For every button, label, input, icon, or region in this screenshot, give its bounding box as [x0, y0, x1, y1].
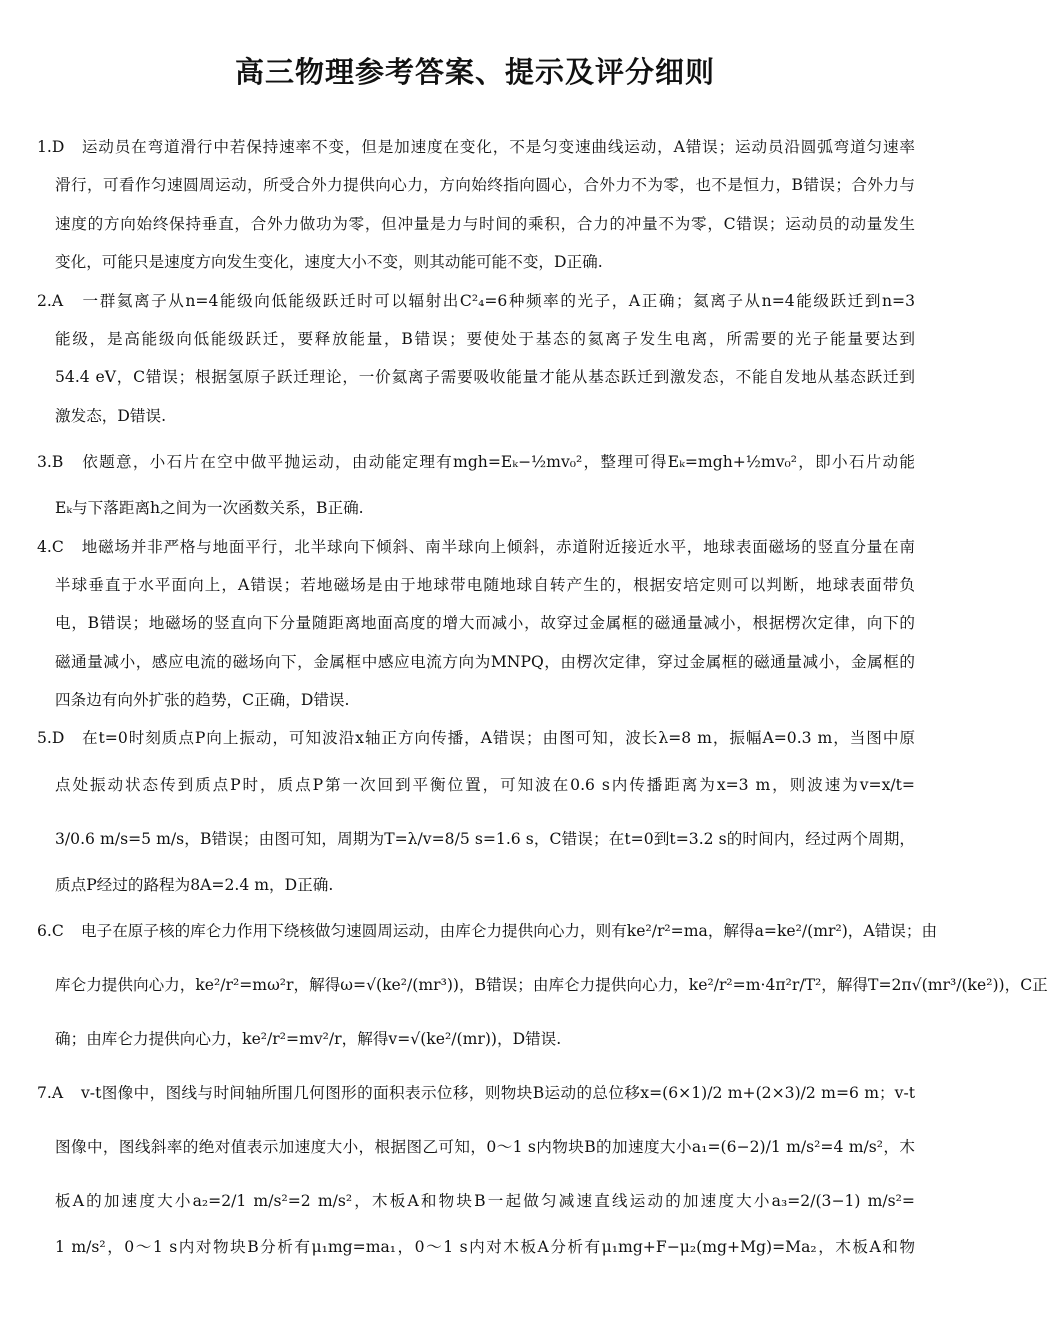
question-number: 6.C — [37, 922, 64, 941]
answer-line: 电，B错误；地磁场的竖直向下分量随距离地面高度的增大而减小，故穿过金属框的磁通量减小，根据楞次定律，向下的 — [55, 614, 915, 633]
question-number: 3.B — [37, 453, 64, 472]
answer-line: 激发态，D错误. — [55, 406, 167, 425]
answer-line: 在t=0时刻质点P向上振动，可知波沿x轴正方向传播，A错误；由图可知，波长λ=8 m，振幅A=0.3 m，当图中原 — [81, 729, 915, 748]
answer-line: 3/0.6 m/s=5 m/s，B错误；由图可知，周期为T=λ/v=8/5 s=1.6 s，C错误；在t=0到t=3.2 s的时间内，经过两个周期， — [55, 829, 915, 848]
answer-line: v-t图像中，图线与时间轴所围几何图形的面积表示位移，则物块B运动的总位移x=(6×1)/2 m+(2×3)/2 m=6 m；v-t — [81, 1084, 915, 1103]
answer-line: 依题意，小石片在空中做平抛运动，由动能定理有mgh=Eₖ−½mv₀²，整理可得Eₖ=mgh+½mv₀²，即小石片动能 — [81, 453, 915, 472]
question-3 — [37, 435, 915, 527]
answer-line: 能级，是高能级向低能级跃迁，要释放能量，B错误；要使处于基态的氦离子发生电离，所需要的光子能量要达到 — [55, 329, 915, 348]
answer-line: 确；由库仑力提供向心力，ke²/r²=mv²/r，解得v=√(ke²/(mr))，D错误. — [55, 1030, 562, 1049]
question-2 — [37, 282, 915, 436]
answer-line: 质点P经过的路程为8A=2.4 m，D正确. — [55, 875, 334, 894]
question-number: 4.C — [37, 537, 64, 556]
answer-line: 四条边有向外扩张的趋势，C正确，D错误. — [55, 691, 350, 710]
answer-list — [37, 128, 1048, 1267]
answer-line: 半球垂直于水平面向上，A错误；若地磁场是由于地球带电随地球自转产生的，根据安培定则可以判断，地球表面带负 — [55, 575, 915, 594]
answer-line: 地磁场并非严格与地面平行，北半球向下倾斜、南半球向上倾斜，赤道附近接近水平，地球表面磁场的竖直分量在南 — [81, 537, 915, 556]
answer-line: 图像中，图线斜率的绝对值表示加速度大小，根据图乙可知，0～1 s内物块B的加速度大小a₁=(6−2)/1 m/s²=4 m/s²，木 — [55, 1138, 915, 1157]
answer-line: 点处振动状态传到质点P时，质点P第一次回到平衡位置，可知波在0.6 s内传播距离为x=3 m，则波速为v=x/t= — [55, 775, 915, 794]
answer-line: Eₖ与下落距离h之间为一次函数关系，B正确. — [55, 499, 364, 518]
question-number: 5.D — [37, 729, 65, 748]
answer-line: 速度的方向始终保持垂直，合外力做功为零，但冲量是力与时间的乘积，合力的冲量不为零，C错误；运动员的动量发生 — [55, 214, 915, 233]
answer-line: 库仑力提供向心力，ke²/r²=mω²r，解得ω=√(ke²/(mr³))，B错误；由库仑力提供向心力，ke²/r²=m·4π²r/T²，解得T=2π√(mr³/(ke²))，C正 — [55, 976, 1048, 995]
question-number: 7.A — [37, 1084, 64, 1103]
question-number: 2.A — [37, 291, 64, 310]
answer-line: 板A的加速度大小a₂=2/1 m/s²=2 m/s²，木板A和物块B一起做匀减速直线运动的加速度大小a₃=2/(3−1) m/s²= — [55, 1192, 915, 1211]
answer-line: 滑行，可看作匀速圆周运动，所受合外力提供向心力，方向始终指向圆心，合外力不为零，也不是恒力，B错误；合外力与 — [55, 176, 915, 195]
answer-line: 变化，可能只是速度方向发生变化，速度大小不变，则其动能可能不变，D正确. — [55, 253, 603, 272]
question-5 — [37, 719, 915, 904]
answer-line: 运动员在弯道滑行中若保持速率不变，但是加速度在变化，不是匀变速曲线运动，A错误；运动员沿圆弧弯道匀速率 — [81, 138, 915, 156]
page-title: 高三物理参考答案、提示及评分细则 — [234, 55, 715, 89]
answer-line: 54.4 eV，C错误；根据氢原子跃迁理论，一价氦离子需要吸收能量才能从基态跃迁到激发态，不能自发地从基态跃迁到 — [55, 368, 915, 387]
question-6 — [37, 904, 1048, 1066]
answer-line: 磁通量减小，感应电流的磁场向下，金属框中感应电流方向为MNPQ，由楞次定律，穿过金属框的磁通量减小，金属框的 — [55, 652, 915, 671]
question-number: 1.D — [37, 138, 65, 156]
question-7 — [37, 1066, 915, 1266]
question-1 — [37, 128, 915, 282]
answer-line: 一群氦离子从n=4能级向低能级跃迁时可以辐射出C²₄=6种频率的光子，A正确；氦离子从n=4能级跃迁到n=3 — [81, 291, 915, 310]
answer-line: 1 m/s²，0～1 s内对物块B分析有μ₁mg=ma₁，0～1 s内对木板A分析有μ₁mg+F−μ₂(mg+Mg)=Ma₂，木板A和物 — [55, 1238, 915, 1257]
question-4 — [37, 528, 915, 720]
answer-line: 电子在原子核的库仑力作用下绕核做匀速圆周运动，由库仑力提供向心力，则有ke²/r²=ma，解得a=ke²/(mr²)，A错误；由 — [81, 922, 938, 941]
